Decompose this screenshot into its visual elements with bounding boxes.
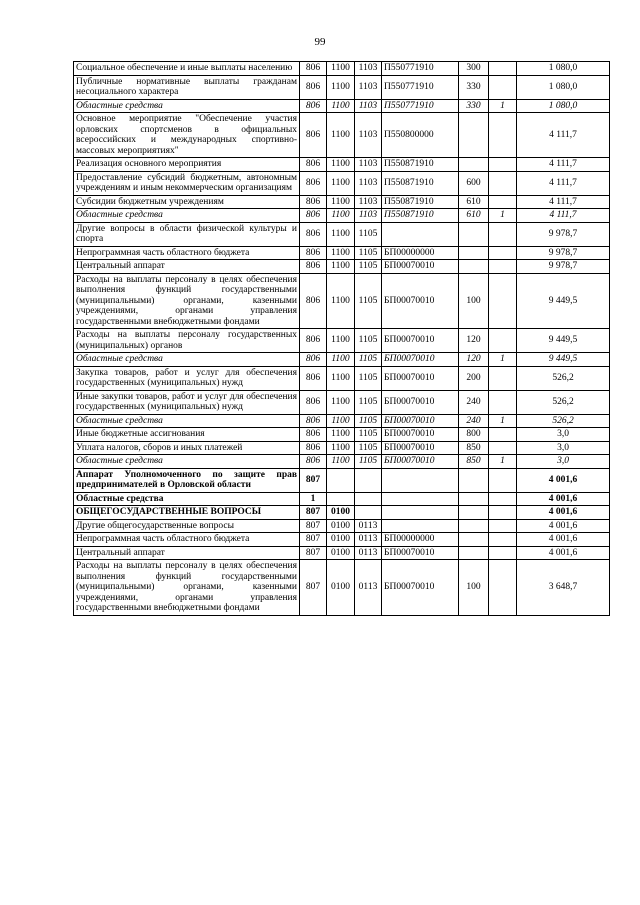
subsection-code-cell: 1103	[355, 99, 382, 113]
ved-code-cell: 807	[300, 533, 327, 547]
subsection-code-cell: 1105	[355, 222, 382, 246]
table-row	[74, 209, 610, 223]
section-code-cell: 1100	[327, 222, 355, 246]
section-code-cell: 1100	[327, 455, 355, 469]
funding-flag-cell	[489, 329, 517, 353]
subsection-code-cell: 1103	[355, 62, 382, 76]
expense-type-cell	[459, 546, 489, 560]
funding-flag-cell	[489, 62, 517, 76]
section-code-cell: 1100	[327, 209, 355, 223]
row-name-cell: Субсидии бюджетным учреждениям	[74, 195, 300, 209]
subsection-code-cell: 0113	[355, 560, 382, 616]
funding-flag-cell	[489, 546, 517, 560]
amount-cell: 9 978,7	[517, 222, 610, 246]
funding-flag-cell: 1	[489, 99, 517, 113]
table-row	[74, 329, 610, 353]
row-name-cell: Другие вопросы в области физической культуры и спорта	[74, 222, 300, 246]
row-name-cell: Расходы на выплаты персоналу в целях обеспечения выполнения функций государственными (муниципальными) органами, казенными учреждениями, органами управления государственными внебюджетными фондами	[74, 560, 300, 616]
target-article-cell	[382, 222, 459, 246]
row-name-cell: Областные средства	[74, 455, 300, 469]
budget-table	[73, 61, 610, 616]
funding-flag-cell	[489, 273, 517, 329]
row-name-cell: Расходы на выплаты персоналу в целях обеспечения выполнения функций государственными (муниципальными) органами, казенными учреждениями, органами управления государственными внебюджетными фондами	[74, 273, 300, 329]
subsection-code-cell: 1105	[355, 428, 382, 442]
ved-code-cell: 806	[300, 209, 327, 223]
expense-type-cell: 850	[459, 455, 489, 469]
amount-cell: 4 001,6	[517, 519, 610, 533]
table-row	[74, 353, 610, 367]
funding-flag-cell	[489, 441, 517, 455]
row-name-cell: Иные бюджетные ассигнования	[74, 428, 300, 442]
ved-code-cell: 806	[300, 62, 327, 76]
subsection-code-cell: 1105	[355, 353, 382, 367]
funding-flag-cell	[489, 366, 517, 390]
section-code-cell: 1100	[327, 390, 355, 414]
section-code-cell: 1100	[327, 428, 355, 442]
amount-cell: 4 001,6	[517, 533, 610, 547]
table-row	[74, 428, 610, 442]
row-name-cell: Областные средства	[74, 492, 300, 506]
ved-code-cell: 806	[300, 366, 327, 390]
amount-cell: 4 001,6	[517, 506, 610, 520]
target-article-cell: БП00070010	[382, 273, 459, 329]
table-row	[74, 366, 610, 390]
table-row	[74, 519, 610, 533]
section-code-cell: 0100	[327, 560, 355, 616]
funding-flag-cell	[489, 195, 517, 209]
ved-code-cell: 807	[300, 506, 327, 520]
target-article-cell: БП00070010	[382, 441, 459, 455]
ved-code-cell: 806	[300, 273, 327, 329]
target-article-cell: П550771910	[382, 62, 459, 76]
expense-type-cell: 300	[459, 62, 489, 76]
expense-type-cell: 800	[459, 428, 489, 442]
section-code-cell: 1100	[327, 75, 355, 99]
section-code-cell: 1100	[327, 273, 355, 329]
expense-type-cell: 330	[459, 75, 489, 99]
funding-flag-cell	[489, 560, 517, 616]
amount-cell: 9 978,7	[517, 246, 610, 260]
funding-flag-cell	[489, 428, 517, 442]
amount-cell: 3,0	[517, 428, 610, 442]
ved-code-cell: 806	[300, 113, 327, 158]
row-name-cell: Областные средства	[74, 209, 300, 223]
amount-cell: 4 001,6	[517, 546, 610, 560]
ved-code-cell: 806	[300, 414, 327, 428]
subsection-code-cell: 1105	[355, 260, 382, 274]
section-code-cell: 1100	[327, 366, 355, 390]
expense-type-cell	[459, 246, 489, 260]
target-article-cell: П550871910	[382, 171, 459, 195]
funding-flag-cell	[489, 390, 517, 414]
funding-flag-cell	[489, 246, 517, 260]
funding-flag-cell	[489, 506, 517, 520]
row-name-cell: Аппарат Уполномоченного по защите прав предпринимателей в Орловской области	[74, 468, 300, 492]
amount-cell: 9 978,7	[517, 260, 610, 274]
amount-cell: 4 001,6	[517, 468, 610, 492]
section-code-cell: 0100	[327, 533, 355, 547]
expense-type-cell	[459, 506, 489, 520]
table-row	[74, 468, 610, 492]
expense-type-cell	[459, 260, 489, 274]
ved-code-cell: 806	[300, 75, 327, 99]
section-code-cell: 1100	[327, 260, 355, 274]
table-row	[74, 158, 610, 172]
row-name-cell: Реализация основного мероприятия	[74, 158, 300, 172]
ved-code-cell: 806	[300, 441, 327, 455]
amount-cell: 3 648,7	[517, 560, 610, 616]
row-name-cell: Центральный аппарат	[74, 260, 300, 274]
expense-type-cell	[459, 468, 489, 492]
subsection-code-cell: 1103	[355, 75, 382, 99]
expense-type-cell	[459, 519, 489, 533]
table-row	[74, 414, 610, 428]
subsection-code-cell: 1103	[355, 209, 382, 223]
section-code-cell: 1100	[327, 113, 355, 158]
section-code-cell: 1100	[327, 195, 355, 209]
subsection-code-cell: 0113	[355, 533, 382, 547]
amount-cell: 4 111,7	[517, 113, 610, 158]
table-row	[74, 62, 610, 76]
table-row	[74, 171, 610, 195]
row-name-cell: Областные средства	[74, 414, 300, 428]
funding-flag-cell: 1	[489, 455, 517, 469]
subsection-code-cell: 1103	[355, 195, 382, 209]
amount-cell: 1 080,0	[517, 75, 610, 99]
ved-code-cell: 806	[300, 171, 327, 195]
subsection-code-cell: 1105	[355, 273, 382, 329]
target-article-cell	[382, 506, 459, 520]
amount-cell: 4 111,7	[517, 195, 610, 209]
ved-code-cell: 806	[300, 428, 327, 442]
table-row	[74, 222, 610, 246]
expense-type-cell: 240	[459, 390, 489, 414]
expense-type-cell	[459, 113, 489, 158]
funding-flag-cell	[489, 171, 517, 195]
expense-type-cell: 100	[459, 273, 489, 329]
target-article-cell: П550871910	[382, 209, 459, 223]
subsection-code-cell: 1105	[355, 329, 382, 353]
section-code-cell: 1100	[327, 329, 355, 353]
ved-code-cell: 806	[300, 246, 327, 260]
target-article-cell	[382, 492, 459, 506]
table-row	[74, 113, 610, 158]
funding-flag-cell	[489, 113, 517, 158]
subsection-code-cell: 1105	[355, 441, 382, 455]
amount-cell: 4 001,6	[517, 492, 610, 506]
row-name-cell: ОБЩЕГОСУДАРСТВЕННЫЕ ВОПРОСЫ	[74, 506, 300, 520]
target-article-cell: П550771910	[382, 99, 459, 113]
subsection-code-cell: 1105	[355, 246, 382, 260]
amount-cell: 3,0	[517, 455, 610, 469]
funding-flag-cell: 1	[489, 414, 517, 428]
target-article-cell: БП00000000	[382, 533, 459, 547]
section-code-cell: 1100	[327, 171, 355, 195]
amount-cell: 4 111,7	[517, 209, 610, 223]
funding-flag-cell	[489, 519, 517, 533]
ved-code-cell: 806	[300, 455, 327, 469]
funding-flag-cell	[489, 75, 517, 99]
section-code-cell: 1100	[327, 99, 355, 113]
section-code-cell: 1100	[327, 158, 355, 172]
ved-code-cell: 806	[300, 195, 327, 209]
amount-cell: 4 111,7	[517, 171, 610, 195]
budget-table-body	[74, 62, 610, 616]
row-name-cell: Предоставление субсидий бюджетным, автономным учреждениям и иным некоммерческим организациям	[74, 171, 300, 195]
row-name-cell: Областные средства	[74, 99, 300, 113]
subsection-code-cell: 1105	[355, 455, 382, 469]
expense-type-cell: 600	[459, 171, 489, 195]
amount-cell: 9 449,5	[517, 329, 610, 353]
ved-code-cell: 806	[300, 99, 327, 113]
funding-flag-cell	[489, 158, 517, 172]
expense-type-cell: 120	[459, 353, 489, 367]
table-row	[74, 455, 610, 469]
row-name-cell: Другие общегосударственные вопросы	[74, 519, 300, 533]
row-name-cell: Основное мероприятие "Обеспечение участия орловских спортсменов в официальных всероссийских и международных спортивно-массовых мероприятиях"	[74, 113, 300, 158]
target-article-cell: БП00070010	[382, 329, 459, 353]
subsection-code-cell: 1105	[355, 366, 382, 390]
ved-code-cell: 807	[300, 560, 327, 616]
section-code-cell: 0100	[327, 506, 355, 520]
ved-code-cell: 806	[300, 222, 327, 246]
amount-cell: 9 449,5	[517, 353, 610, 367]
amount-cell: 526,2	[517, 366, 610, 390]
target-article-cell: БП00070010	[382, 560, 459, 616]
ved-code-cell: 806	[300, 260, 327, 274]
ved-code-cell: 1	[300, 492, 327, 506]
expense-type-cell	[459, 492, 489, 506]
subsection-code-cell: 1103	[355, 171, 382, 195]
page-number: 99	[314, 36, 326, 48]
subsection-code-cell: 1105	[355, 414, 382, 428]
subsection-code-cell	[355, 468, 382, 492]
row-name-cell: Социальное обеспечение и иные выплаты населению	[74, 62, 300, 76]
target-article-cell: БП00070010	[382, 390, 459, 414]
row-name-cell: Публичные нормативные выплаты гражданам несоциального характера	[74, 75, 300, 99]
expense-type-cell: 100	[459, 560, 489, 616]
table-row	[74, 533, 610, 547]
amount-cell: 526,2	[517, 414, 610, 428]
amount-cell: 1 080,0	[517, 62, 610, 76]
expense-type-cell: 200	[459, 366, 489, 390]
ved-code-cell: 807	[300, 519, 327, 533]
ved-code-cell: 806	[300, 329, 327, 353]
table-row	[74, 75, 610, 99]
expense-type-cell: 610	[459, 195, 489, 209]
amount-cell: 9 449,5	[517, 273, 610, 329]
ved-code-cell: 806	[300, 390, 327, 414]
target-article-cell: БП00070010	[382, 260, 459, 274]
target-article-cell: БП00000000	[382, 246, 459, 260]
funding-flag-cell: 1	[489, 209, 517, 223]
target-article-cell: БП00070010	[382, 546, 459, 560]
target-article-cell	[382, 468, 459, 492]
row-name-cell: Закупка товаров, работ и услуг для обеспечения государственных (муниципальных) нужд	[74, 366, 300, 390]
amount-cell: 526,2	[517, 390, 610, 414]
table-row	[74, 195, 610, 209]
table-row	[74, 390, 610, 414]
funding-flag-cell	[489, 492, 517, 506]
table-row	[74, 260, 610, 274]
section-code-cell	[327, 492, 355, 506]
subsection-code-cell	[355, 506, 382, 520]
section-code-cell: 1100	[327, 246, 355, 260]
expense-type-cell	[459, 158, 489, 172]
expense-type-cell	[459, 533, 489, 547]
target-article-cell: БП00070010	[382, 428, 459, 442]
target-article-cell: П550871910	[382, 195, 459, 209]
ved-code-cell: 807	[300, 468, 327, 492]
subsection-code-cell: 1103	[355, 158, 382, 172]
row-name-cell: Расходы на выплаты персоналу государственных (муниципальных) органов	[74, 329, 300, 353]
amount-cell: 4 111,7	[517, 158, 610, 172]
section-code-cell: 0100	[327, 519, 355, 533]
table-row	[74, 560, 610, 616]
expense-type-cell	[459, 222, 489, 246]
expense-type-cell: 610	[459, 209, 489, 223]
subsection-code-cell: 0113	[355, 546, 382, 560]
section-code-cell: 1100	[327, 62, 355, 76]
subsection-code-cell: 1103	[355, 113, 382, 158]
target-article-cell	[382, 519, 459, 533]
target-article-cell: П550871910	[382, 158, 459, 172]
section-code-cell: 1100	[327, 441, 355, 455]
expense-type-cell: 850	[459, 441, 489, 455]
subsection-code-cell: 0113	[355, 519, 382, 533]
row-name-cell: Центральный аппарат	[74, 546, 300, 560]
subsection-code-cell	[355, 492, 382, 506]
funding-flag-cell	[489, 533, 517, 547]
ved-code-cell: 807	[300, 546, 327, 560]
table-row	[74, 246, 610, 260]
section-code-cell: 1100	[327, 414, 355, 428]
funding-flag-cell: 1	[489, 353, 517, 367]
target-article-cell: БП00070010	[382, 353, 459, 367]
section-code-cell: 1100	[327, 353, 355, 367]
amount-cell: 1 080,0	[517, 99, 610, 113]
target-article-cell: БП00070010	[382, 414, 459, 428]
row-name-cell: Непрограммная часть областного бюджета	[74, 246, 300, 260]
target-article-cell: БП00070010	[382, 366, 459, 390]
target-article-cell: П550771910	[382, 75, 459, 99]
expense-type-cell: 330	[459, 99, 489, 113]
expense-type-cell: 120	[459, 329, 489, 353]
table-row	[74, 546, 610, 560]
row-name-cell: Уплата налогов, сборов и иных платежей	[74, 441, 300, 455]
ved-code-cell: 806	[300, 353, 327, 367]
table-row	[74, 99, 610, 113]
table-row	[74, 441, 610, 455]
funding-flag-cell	[489, 222, 517, 246]
section-code-cell	[327, 468, 355, 492]
ved-code-cell: 806	[300, 158, 327, 172]
table-row	[74, 492, 610, 506]
subsection-code-cell: 1105	[355, 390, 382, 414]
row-name-cell: Иные закупки товаров, работ и услуг для обеспечения государственных (муниципальных) нужд	[74, 390, 300, 414]
target-article-cell: БП00070010	[382, 455, 459, 469]
table-row	[74, 506, 610, 520]
row-name-cell: Непрограммная часть областного бюджета	[74, 533, 300, 547]
funding-flag-cell	[489, 260, 517, 274]
funding-flag-cell	[489, 468, 517, 492]
row-name-cell: Областные средства	[74, 353, 300, 367]
target-article-cell: П550800000	[382, 113, 459, 158]
amount-cell: 3,0	[517, 441, 610, 455]
table-row	[74, 273, 610, 329]
section-code-cell: 0100	[327, 546, 355, 560]
expense-type-cell: 240	[459, 414, 489, 428]
